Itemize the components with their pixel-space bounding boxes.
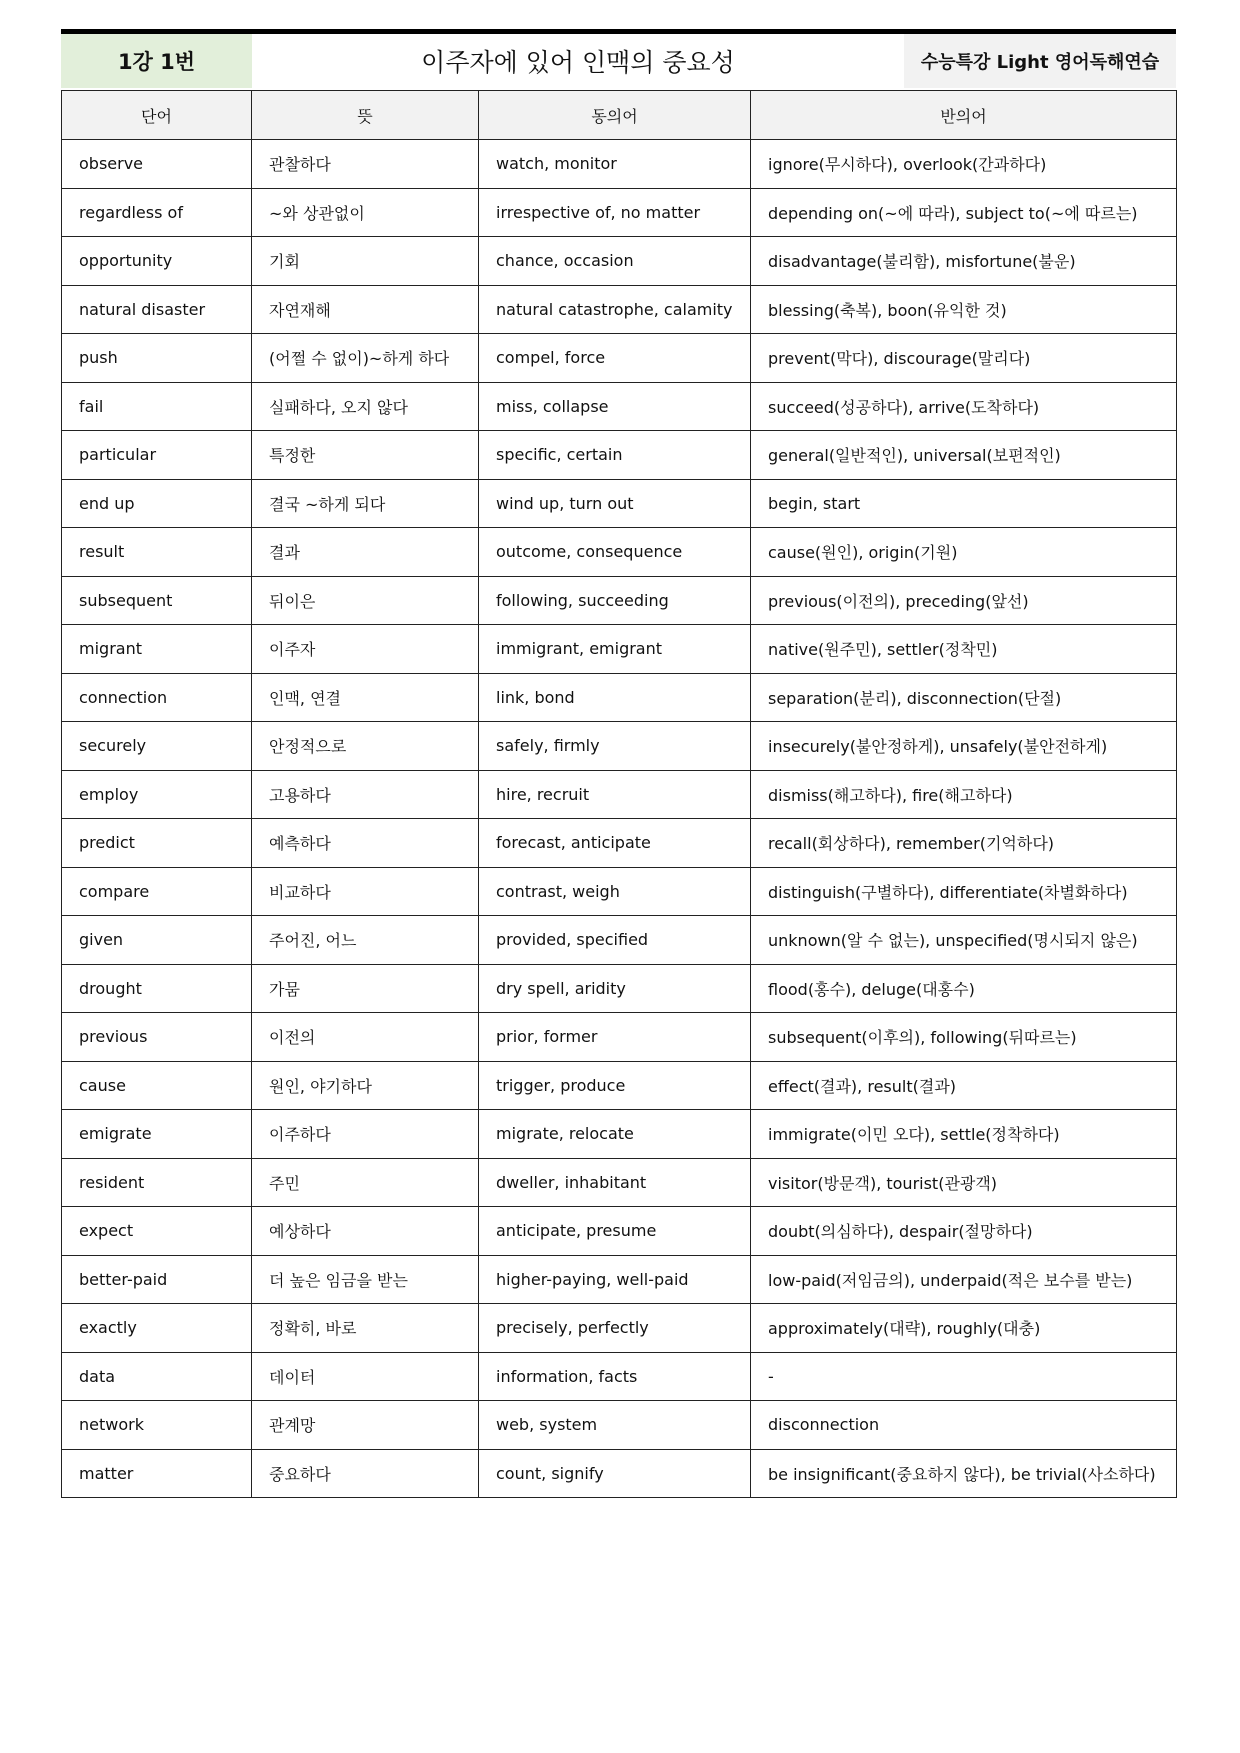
vocabulary-table (61, 90, 1177, 1498)
meaning-cell: 이주하다 (252, 1110, 479, 1159)
word-cell: migrant (62, 625, 252, 674)
word-cell: given (62, 916, 252, 965)
meaning-cell: 기회 (252, 237, 479, 286)
antonym-cell: prevent(막다), discourage(말리다) (751, 334, 1177, 383)
table-row (62, 576, 1177, 625)
meaning-cell: 특정한 (252, 431, 479, 480)
synonym-cell: forecast, anticipate (479, 819, 751, 868)
table-row (62, 431, 1177, 480)
antonym-cell: effect(결과), result(결과) (751, 1061, 1177, 1110)
antonym-cell: approximately(대략), roughly(대충) (751, 1304, 1177, 1353)
word-cell: previous (62, 1013, 252, 1062)
synonym-cell: count, signify (479, 1449, 751, 1498)
meaning-cell: 관찰하다 (252, 140, 479, 189)
synonym-cell: migrate, relocate (479, 1110, 751, 1159)
antonym-cell: previous(이전의), preceding(앞선) (751, 576, 1177, 625)
table-row (62, 382, 1177, 431)
synonym-cell: watch, monitor (479, 140, 751, 189)
word-cell: push (62, 334, 252, 383)
word-cell: exactly (62, 1304, 252, 1353)
word-cell: predict (62, 819, 252, 868)
table-row (62, 722, 1177, 771)
word-cell: expect (62, 1207, 252, 1256)
antonym-cell: flood(홍수), deluge(대홍수) (751, 964, 1177, 1013)
synonym-cell: safely, firmly (479, 722, 751, 771)
word-cell: compare (62, 867, 252, 916)
word-cell: data (62, 1352, 252, 1401)
antonym-cell: dismiss(해고하다), fire(해고하다) (751, 770, 1177, 819)
word-cell: result (62, 528, 252, 577)
antonym-cell: unknown(알 수 없는), unspecified(명시되지 않은) (751, 916, 1177, 965)
meaning-cell: 이전의 (252, 1013, 479, 1062)
antonym-cell: blessing(축복), boon(유익한 것) (751, 285, 1177, 334)
antonym-cell: disadvantage(불리함), misfortune(불운) (751, 237, 1177, 286)
meaning-cell: 주민 (252, 1158, 479, 1207)
synonym-cell: dry spell, aridity (479, 964, 751, 1013)
column-header-meaning: 뜻 (252, 91, 479, 140)
word-cell: drought (62, 964, 252, 1013)
table-row (62, 1013, 1177, 1062)
synonym-cell: irrespective of, no matter (479, 188, 751, 237)
meaning-cell: 데이터 (252, 1352, 479, 1401)
meaning-cell: 관계망 (252, 1401, 479, 1450)
table-row (62, 1401, 1177, 1450)
synonym-cell: anticipate, presume (479, 1207, 751, 1256)
synonym-cell: provided, specified (479, 916, 751, 965)
meaning-cell: 뒤이은 (252, 576, 479, 625)
meaning-cell: 중요하다 (252, 1449, 479, 1498)
meaning-cell: 고용하다 (252, 770, 479, 819)
word-cell: fail (62, 382, 252, 431)
lesson-number: 1강 1번 (61, 34, 252, 88)
antonym-cell: disconnection (751, 1401, 1177, 1450)
synonym-cell: precisely, perfectly (479, 1304, 751, 1353)
antonym-cell: be insignificant(중요하지 않다), be trivial(사소하다) (751, 1449, 1177, 1498)
antonym-cell: cause(원인), origin(기원) (751, 528, 1177, 577)
meaning-cell: 결국 ~하게 되다 (252, 479, 479, 528)
series-name: 수능특강 Light 영어독해연습 (904, 34, 1176, 88)
meaning-cell: 안정적으로 (252, 722, 479, 771)
meaning-cell: 자연재해 (252, 285, 479, 334)
synonym-cell: specific, certain (479, 431, 751, 480)
word-cell: securely (62, 722, 252, 771)
header (61, 34, 1176, 88)
table-row (62, 625, 1177, 674)
word-cell: network (62, 1401, 252, 1450)
meaning-cell: 실패하다, 오지 않다 (252, 382, 479, 431)
synonym-cell: compel, force (479, 334, 751, 383)
synonym-cell: immigrant, emigrant (479, 625, 751, 674)
synonym-cell: dweller, inhabitant (479, 1158, 751, 1207)
meaning-cell: 주어진, 어느 (252, 916, 479, 965)
word-cell: natural disaster (62, 285, 252, 334)
antonym-cell: separation(분리), disconnection(단절) (751, 673, 1177, 722)
word-cell: cause (62, 1061, 252, 1110)
table-row (62, 1255, 1177, 1304)
word-cell: resident (62, 1158, 252, 1207)
word-cell: observe (62, 140, 252, 189)
page-title: 이주자에 있어 인맥의 중요성 (421, 48, 735, 77)
antonym-cell: distinguish(구별하다), differentiate(차별화하다) (751, 867, 1177, 916)
synonym-cell: prior, former (479, 1013, 751, 1062)
word-cell: particular (62, 431, 252, 480)
column-header-synonym: 동의어 (479, 91, 751, 140)
antonym-cell: begin, start (751, 479, 1177, 528)
table-row (62, 1061, 1177, 1110)
table-row (62, 819, 1177, 868)
meaning-cell: (어쩔 수 없이)~하게 하다 (252, 334, 479, 383)
table-row (62, 1304, 1177, 1353)
meaning-cell: 원인, 야기하다 (252, 1061, 479, 1110)
table-row (62, 867, 1177, 916)
synonym-cell: following, succeeding (479, 576, 751, 625)
table-row (62, 334, 1177, 383)
word-cell: end up (62, 479, 252, 528)
table-row (62, 140, 1177, 189)
synonym-cell: natural catastrophe, calamity (479, 285, 751, 334)
table-row (62, 188, 1177, 237)
meaning-cell: 예상하다 (252, 1207, 479, 1256)
table-row (62, 916, 1177, 965)
table-row (62, 770, 1177, 819)
table-row (62, 528, 1177, 577)
meaning-cell: 인맥, 연결 (252, 673, 479, 722)
word-cell: matter (62, 1449, 252, 1498)
synonym-cell: contrast, weigh (479, 867, 751, 916)
antonym-cell: doubt(의심하다), despair(절망하다) (751, 1207, 1177, 1256)
table-row (62, 1449, 1177, 1498)
antonym-cell: ignore(무시하다), overlook(간과하다) (751, 140, 1177, 189)
antonym-cell: recall(회상하다), remember(기억하다) (751, 819, 1177, 868)
meaning-cell: 더 높은 임금을 받는 (252, 1255, 479, 1304)
antonym-cell: visitor(방문객), tourist(관광객) (751, 1158, 1177, 1207)
synonym-cell: web, system (479, 1401, 751, 1450)
antonym-cell: low-paid(저임금의), underpaid(적은 보수를 받는) (751, 1255, 1177, 1304)
meaning-cell: 가뭄 (252, 964, 479, 1013)
word-cell: subsequent (62, 576, 252, 625)
synonym-cell: wind up, turn out (479, 479, 751, 528)
word-cell: employ (62, 770, 252, 819)
synonym-cell: outcome, consequence (479, 528, 751, 577)
column-header-antonym: 반의어 (751, 91, 1177, 140)
meaning-cell: 정확히, 바로 (252, 1304, 479, 1353)
antonym-cell: native(원주민), settler(정착민) (751, 625, 1177, 674)
table-row (62, 964, 1177, 1013)
table-row (62, 1158, 1177, 1207)
synonym-cell: chance, occasion (479, 237, 751, 286)
antonym-cell: subsequent(이후의), following(뒤따르는) (751, 1013, 1177, 1062)
column-header-word: 단어 (62, 91, 252, 140)
word-cell: opportunity (62, 237, 252, 286)
word-cell: connection (62, 673, 252, 722)
table-header-row (62, 91, 1177, 140)
synonym-cell: miss, collapse (479, 382, 751, 431)
word-cell: emigrate (62, 1110, 252, 1159)
table-row (62, 479, 1177, 528)
synonym-cell: information, facts (479, 1352, 751, 1401)
meaning-cell: ~와 상관없이 (252, 188, 479, 237)
antonym-cell: general(일반적인), universal(보편적인) (751, 431, 1177, 480)
table-row (62, 285, 1177, 334)
word-cell: better-paid (62, 1255, 252, 1304)
meaning-cell: 비교하다 (252, 867, 479, 916)
meaning-cell: 이주자 (252, 625, 479, 674)
table-row (62, 1352, 1177, 1401)
antonym-cell: depending on(~에 따라), subject to(~에 따르는) (751, 188, 1177, 237)
synonym-cell: trigger, produce (479, 1061, 751, 1110)
antonym-cell: succeed(성공하다), arrive(도착하다) (751, 382, 1177, 431)
antonym-cell: insecurely(불안정하게), unsafely(불안전하게) (751, 722, 1177, 771)
table-row (62, 1207, 1177, 1256)
synonym-cell: higher-paying, well-paid (479, 1255, 751, 1304)
synonym-cell: hire, recruit (479, 770, 751, 819)
word-cell: regardless of (62, 188, 252, 237)
synonym-cell: link, bond (479, 673, 751, 722)
meaning-cell: 결과 (252, 528, 479, 577)
antonym-cell: - (751, 1352, 1177, 1401)
antonym-cell: immigrate(이민 오다), settle(정착하다) (751, 1110, 1177, 1159)
table-row (62, 673, 1177, 722)
table-row (62, 237, 1177, 286)
meaning-cell: 예측하다 (252, 819, 479, 868)
table-row (62, 1110, 1177, 1159)
